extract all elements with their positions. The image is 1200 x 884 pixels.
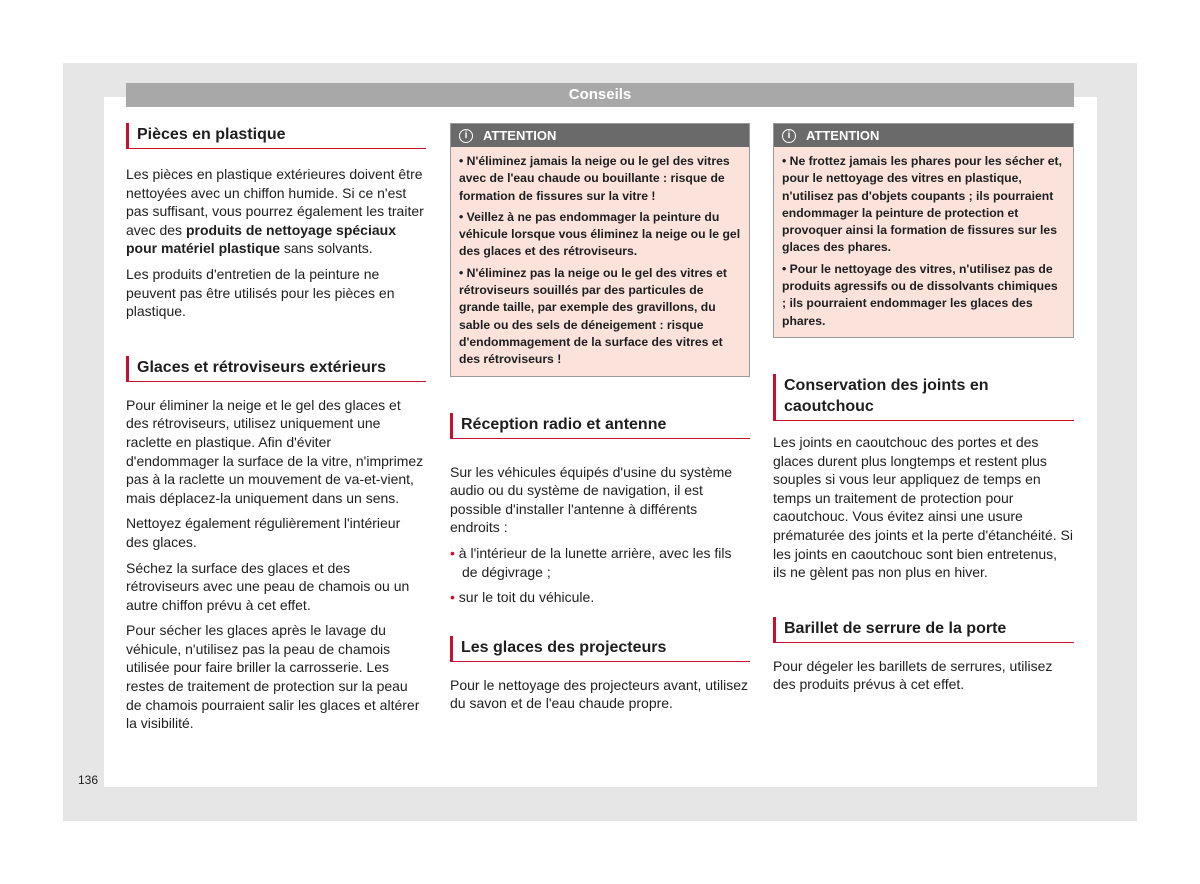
bullet-dot-icon: • (450, 589, 459, 606)
page-number: 136 (78, 773, 99, 787)
column-right (773, 123, 1074, 701)
warning-body (774, 147, 1073, 337)
list-item: • à l'intérieur de la lunette arrière, avec les fils de dégivrage ; (450, 544, 732, 580)
paragraph-antenna: Sur les véhicules équipés d'usine du système audio ou du système de navigation, il est possible d'installer l'antenne à différents endroits : (450, 463, 733, 536)
heading-rubber-seals: Conservation des joints en caoutchouc (773, 374, 1074, 421)
warning-title: ATTENTION (483, 128, 557, 143)
paragraph-plastic-cleaning: Les pièces en plastique extérieures doivent être nettoyées avec un chiffon humide. Si ce n'est pas suffisant, vous pourrez également les traiter avec des produits de nettoyage spéciaux pour matériel plastique sans solvants. (126, 166, 424, 257)
info-circle-icon: i (782, 129, 796, 143)
paragraph-rubber-seals: Les joints en caoutchouc des portes et des glaces durent plus longtemps et restent plus souples si vous leur appliquez de temps en temps un traitement de protection pour caoutchouc. Vous évitez ainsi une usure prématurée des joints et la perte d'étanchéité. Si les joints en caoutchouc sont bien entretenus, ils ne gèlent pas non plus en hiver. (773, 433, 1073, 581)
list-item: • sur le toit du véhicule. (450, 589, 595, 606)
warning-item: • N'éliminez pas la neige ou le gel des vitres et rétroviseurs souillés par des particules de grande taille, par exemple des gravillons, du sable ou des sels de déneigement : risque d'endommagement de la surface des vitres et des rétroviseurs ! (459, 265, 727, 367)
warning-header (451, 124, 749, 147)
warning-title: ATTENTION (806, 128, 880, 143)
warning-body (451, 147, 749, 376)
warning-item: • N'éliminez jamais la neige ou le gel des vitres avec de l'eau chaude ou bouillante : risque de formation de fissures sur la vitre ! (459, 154, 730, 203)
paragraph-headlight-cleaning: Pour le nettoyage des projecteurs avant, utilisez du savon et de l'eau chaude propre. (450, 676, 749, 712)
heading-door-lock-cylinder: Barillet de serrure de la porte (773, 617, 1074, 643)
info-circle-icon: i (459, 129, 473, 143)
paragraph-snow-removal: Pour éliminer la neige et le gel des glaces et des rétroviseurs, utilisez uniquement une raclette en plastique. Afin d'éviter d'endommager la surface de la vitre, n'imprimez pas à la raclette un mouvement de va-et-vient, mais déplacez-la uniquement dans un sens. (126, 396, 424, 506)
warning-item: • Pour le nettoyage des vitres, n'utilisez pas de produits agressifs ou de dissolvants chimiques ; ils pourraient endommager les glaces des phares. (782, 261, 1058, 328)
warning-item: • Ne frottez jamais les phares pour les sécher et, pour le nettoyage des vitres en plastique, n'utilisez pas d'objets coupants ; ils pourraient endommager la peinture de protection et provoquer ainsi la formation de fissures sur les glaces des phares. (782, 154, 1062, 255)
warning-box-snow (450, 123, 750, 377)
paragraph-lock-defrost: Pour dégeler les barillets de serrures, utilisez des produits prévus à cet effet. (773, 657, 1053, 693)
warning-box-headlights (773, 123, 1074, 338)
heading-plastic-parts: Pièces en plastique (126, 123, 426, 149)
warning-header (774, 124, 1073, 147)
paragraph-interior-cleaning: Nettoyez également régulièrement l'intérieur des glaces. (126, 515, 401, 550)
paragraph-drying: Séchez la surface des glaces et des rétroviseurs avec une peau de chamois ou un autre chiffon prévu à cet effet. (126, 559, 410, 613)
emphasis-cleaning-products: produits de nettoyage spéciaux pour matériel plastique (126, 221, 396, 257)
column-left (126, 123, 426, 740)
heading-glass-mirrors: Glaces et rétroviseurs extérieurs (126, 356, 426, 382)
bullet-dot-icon: • (450, 544, 459, 561)
paragraph-chamois: Pour sécher les glaces après le lavage du véhicule, n'utilisez pas la peau de chamois utilisée pour faire briller la carrosserie. Les restes de traitement de protection sur la peau de chamois pourraient salir les glaces et altérer la visibilité. (126, 622, 420, 732)
warning-item: • Veillez à ne pas endommager la peinture du véhicule lorsque vous éliminez la neige ou le gel des glaces et des rétroviseurs. (459, 209, 741, 259)
heading-radio-antenna: Réception radio et antenne (450, 413, 750, 439)
column-middle (450, 123, 750, 720)
section-banner: Conseils (126, 83, 1074, 107)
heading-headlight-glass: Les glaces des projecteurs (450, 636, 750, 662)
paragraph-paint-products: Les produits d'entretien de la peinture ne peuvent pas être utilisés pour les pièces en plastique. (126, 265, 395, 320)
